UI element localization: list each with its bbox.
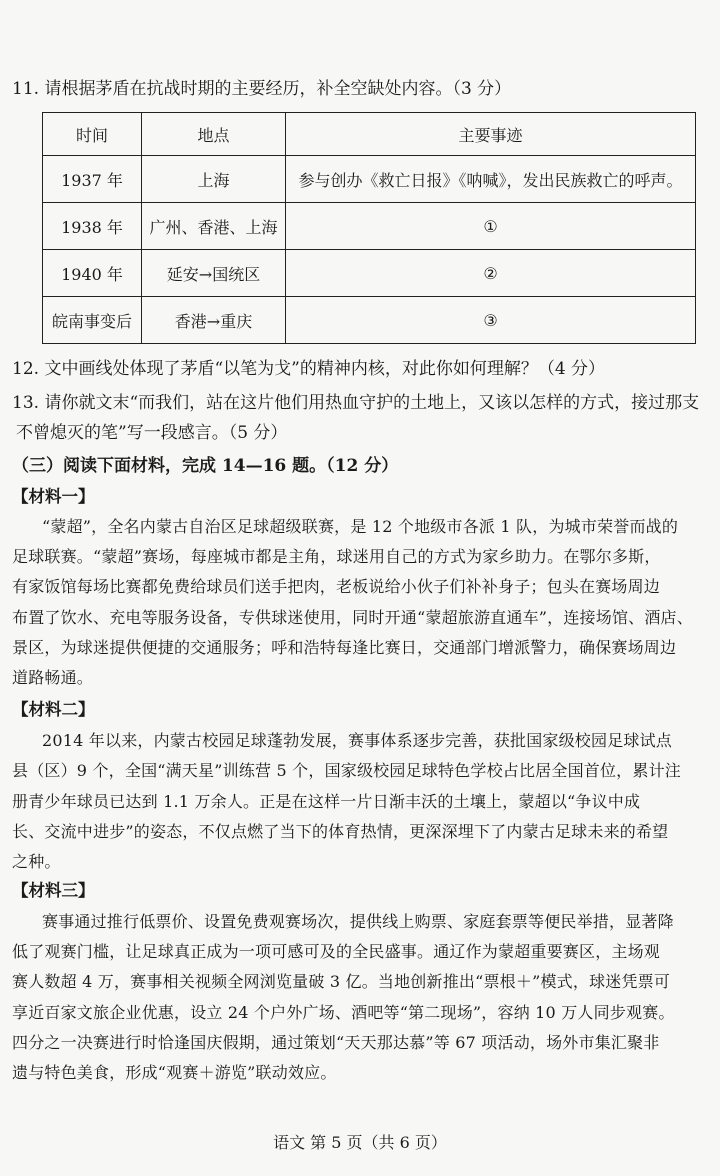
material-1-line: 布置了饮水、充电等服务设备，专供球迷使用，同时开通“蒙超旅游直通车”，连接场馆、酒店、 <box>12 608 693 627</box>
question-13-line-2: 不曾熄灭的笔”写一段感言。（5 分） <box>16 423 288 443</box>
row-place: 上海 <box>142 156 286 203</box>
question-12: 12. 文中画线处体现了茅盾“以笔为戈”的精神内核，对此你如何理解？（4 分） <box>12 359 606 379</box>
material-3-line: 赛人数超 4 万，赛事相关视频全网浏览量破 3 亿。当地创新推出“票根＋”模式，球迷凭票可 <box>12 972 671 991</box>
maodun-timeline-table <box>42 112 696 344</box>
table-row <box>43 156 696 203</box>
row-time: 皖南事变后 <box>43 297 142 344</box>
row-time: 1937 年 <box>43 156 142 203</box>
row-event-blank-3: ③ <box>286 297 696 344</box>
material-3-line: 四分之一决赛进行时恰逢国庆假期，通过策划“天天那达慕”等 67 项活动，场外市集汇聚非 <box>12 1033 660 1052</box>
row-event: 参与创办《救亡日报》《呐喊》，发出民族救亡的呼声。 <box>286 156 696 203</box>
table-row <box>43 203 696 250</box>
row-event-blank-1: ① <box>286 203 696 250</box>
page-footer: 语文 第 5 页（共 6 页） <box>273 1133 447 1152</box>
question-13-line-1: 13. 请你就文末“而我们，站在这片他们用热血守护的土地上，又该以怎样的方式，接过那支 <box>12 393 700 413</box>
material-2-label: 【材料二】 <box>12 700 95 719</box>
header-event: 主要事迹 <box>286 113 696 156</box>
row-time: 1938 年 <box>43 203 142 250</box>
material-1-line: 有家饭馆每场比赛都免费给球员们送手把肉，老板说给小伙子们补补身子；包头在赛场周边 <box>12 577 661 596</box>
row-event-blank-2: ② <box>286 250 696 297</box>
material-1-line: 道路畅通。 <box>12 668 94 687</box>
material-2-line: 2014 年以来，内蒙古校园足球蓬勃发展，赛事体系逐步完善，获批国家级校园足球试点 <box>42 731 673 750</box>
material-1-line: 足球联赛。“蒙超”赛场，每座城市都是主角，球迷用自己的方式为家乡助力。在鄂尔多斯， <box>12 547 661 566</box>
material-3-line: 低了观赛门槛，让足球真正成为一项可感可及的全民盛事。通辽作为蒙超重要赛区，主场观 <box>12 942 661 961</box>
section-3-heading: （三）阅读下面材料，完成 14—16 题。（12 分） <box>12 456 399 476</box>
material-2-line: 长、交流中进步”的姿态，不仅点燃了当下的体育热情，更深深埋下了内蒙古足球未来的希望 <box>12 822 669 841</box>
material-2-line: 册青少年球员已达到 1.1 万余人。正是在这样一片日渐丰沃的土壤上，蒙超以“争议中成 <box>12 792 641 811</box>
table-row <box>43 250 696 297</box>
material-2-line: 县（区）9 个，全国“满天星”训练营 5 个，国家级校园足球特色学校占比居全国首位，累计注 <box>12 761 681 780</box>
material-1-label: 【材料一】 <box>12 487 95 506</box>
row-place: 广州、香港、上海 <box>142 203 286 250</box>
material-3-label: 【材料三】 <box>12 881 95 900</box>
material-3-line: 享近百家文旅企业优惠，设立 24 个户外广场、酒吧等“第二现场”，容纳 10 万人同步观赛。 <box>12 1003 675 1022</box>
material-1-line: “蒙超”，全名内蒙古自治区足球超级联赛，是 12 个地级市各派 1 队，为城市荣誉而战的 <box>42 517 679 536</box>
row-place: 香港→重庆 <box>142 297 286 344</box>
header-place: 地点 <box>142 113 286 156</box>
row-time: 1940 年 <box>43 250 142 297</box>
material-3-line: 赛事通过推行低票价、设置免费观赛场次，提供线上购票、家庭套票等便民举措，显著降 <box>42 912 674 931</box>
row-place: 延安→国统区 <box>142 250 286 297</box>
header-time: 时间 <box>43 113 142 156</box>
material-1-line: 景区，为球迷提供便捷的交通服务；呼和浩特每逢比赛日，交通部门增派警力，确保赛场周边 <box>12 638 677 657</box>
table-row <box>43 297 696 344</box>
material-2-line: 之种。 <box>12 852 61 871</box>
table-header-row <box>43 113 696 156</box>
material-3-line: 遗与特色美食，形成“观赛＋游览”联动效应。 <box>12 1063 337 1082</box>
question-11: 11. 请根据茅盾在抗战时期的主要经历，补全空缺处内容。（3 分） <box>12 79 512 99</box>
